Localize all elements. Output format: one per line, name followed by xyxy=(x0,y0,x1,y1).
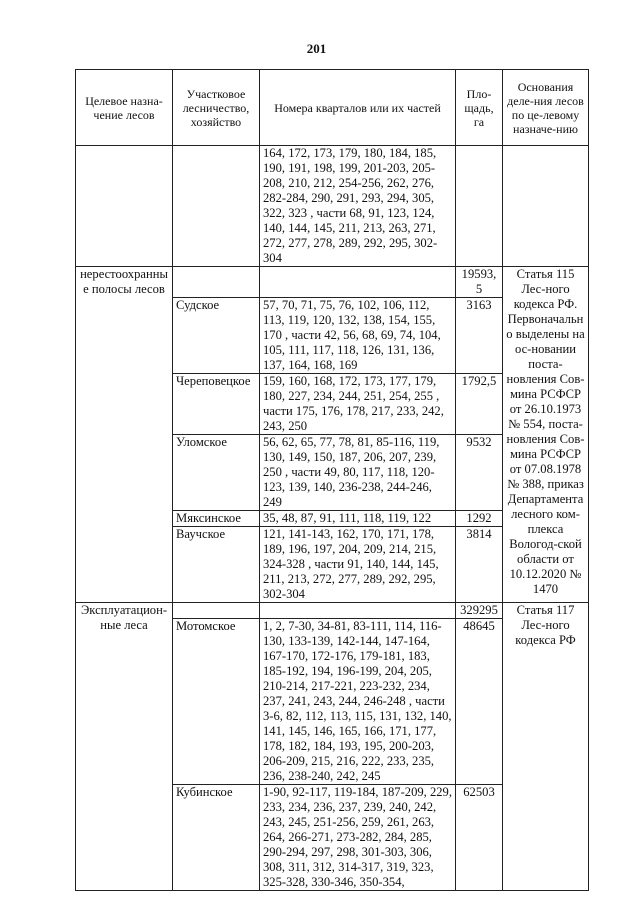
quarters-cell: 159, 160, 168, 172, 173, 177, 179, 180, 227, 234, 244, 251, 254, 255 , части 175, 176, 178, 217, 233, 242, 243, 250 xyxy=(260,374,456,435)
quarters-cell xyxy=(260,267,456,298)
forestry-cell: Судское xyxy=(173,298,260,374)
table-row xyxy=(76,603,589,619)
forestry-cell: Уломское xyxy=(173,435,260,511)
area-cell: 1292 xyxy=(456,511,503,527)
forestry-cell: Мяксинское xyxy=(173,511,260,527)
forestry-cell xyxy=(173,603,260,619)
quarters-cell: 56, 62, 65, 77, 78, 81, 85-116, 119, 130, 149, 150, 187, 206, 207, 239, 250 , части 49, 80, 117, 118, 120-123, 139, 140, 236-238, 244-246, 249 xyxy=(260,435,456,511)
header-basis: Основания деле-ния лесов по це-левому назначе-нию xyxy=(503,70,589,146)
page-number: 201 xyxy=(306,41,327,56)
quarters-cell: 164, 172, 173, 179, 180, 184, 185, 190, 191, 198, 199, 201-203, 205-208, 210, 212, 254-256, 262, 276, 282-284, 290, 291, 293, 294, 305, 322, 323 , части 68, 91, 123, 124, 140, 144, 145, 211, 213, 263, 271, 272, 277, 278, 289, 292, 295, 302-304 xyxy=(260,146,456,267)
area-cell: 3163 xyxy=(456,298,503,374)
basis-cell: Статья 115 Лес-ного кодекса РФ. Первоначально выделены на ос-новании поста-новления Сов-мина РСФСР от 26.10.1973 № 554, поста-новления Сов-мина РСФСР от 07.08.1978 № 388, приказ Департамента лесного ком-плекса Вологод-ской области от 10.12.2020 № 1470 xyxy=(503,267,589,603)
header-purpose: Целевое назна-чение лесов xyxy=(76,70,173,146)
header-quarters: Номера кварталов или их частей xyxy=(260,70,456,146)
basis-cell xyxy=(503,146,589,267)
forestry-cell: Ваучское xyxy=(173,527,260,603)
header-area: Пло-щадь, га xyxy=(456,70,503,146)
forestry-cell: Череповецкое xyxy=(173,374,260,435)
table-row xyxy=(76,267,589,298)
forest-purpose-table xyxy=(75,69,589,891)
area-cell: 329295 xyxy=(456,603,503,619)
area-cell: 3814 xyxy=(456,527,503,603)
quarters-cell: 1-90, 92-117, 119-184, 187-209, 229, 233, 234, 236, 237, 239, 240, 242, 243, 245, 251-256, 259, 261, 263, 264, 266-271, 273-282, 284, 285, 290-294, 297, 298, 301-303, 306, 308, 311, 312, 314-317, 319, 323, 325-328, 330-346, 350-354, xyxy=(260,785,456,891)
forestry-cell: Мотомское xyxy=(173,619,260,785)
purpose-cell: нерестоохранные полосы лесов xyxy=(76,267,173,603)
forestry-cell xyxy=(173,267,260,298)
quarters-cell: 121, 141-143, 162, 170, 171, 178, 189, 196, 197, 204, 209, 214, 215, 324-328 , части 91, 140, 144, 145, 211, 213, 272, 277, 289, 292, 295, 302-304 xyxy=(260,527,456,603)
quarters-cell: 57, 70, 71, 75, 76, 102, 106, 112, 113, 119, 120, 132, 138, 154, 155, 170 , части 42, 56, 68, 69, 74, 104, 105, 111, 117, 118, 126, 131, 136, 137, 164, 168, 169 xyxy=(260,298,456,374)
header-forestry: Участковое лесничество, хозяйство xyxy=(173,70,260,146)
purpose-cell: Эксплуатацион-ные леса xyxy=(76,603,173,891)
table-header-row xyxy=(76,70,589,146)
quarters-cell: 1, 2, 7-30, 34-81, 83-111, 114, 116-130, 133-139, 142-144, 147-164, 167-170, 172-176, 179-181, 183, 185-192, 194, 196-199, 204, 205, 210-214, 217-221, 223-232, 234, 237, 241, 243, 244, 246-248 , части 3-6, 82, 112, 113, 115, 131, 132, 140, 141, 145, 146, 165, 166, 171, 177, 178, 182, 184, 193, 195, 200-203, 206-209, 215, 216, 222, 233, 235, 236, 238-240, 242, 245 xyxy=(260,619,456,785)
purpose-cell xyxy=(76,146,173,267)
quarters-cell: 35, 48, 87, 91, 111, 118, 119, 122 xyxy=(260,511,456,527)
area-cell xyxy=(456,146,503,267)
table-row xyxy=(76,146,589,267)
area-cell: 48645 xyxy=(456,619,503,785)
area-cell: 9532 xyxy=(456,435,503,511)
area-cell: 62503 xyxy=(456,785,503,891)
forestry-cell xyxy=(173,146,260,267)
area-cell: 19593,5 xyxy=(456,267,503,298)
basis-cell: Статья 117 Лес-ного кодекса РФ xyxy=(503,603,589,891)
quarters-cell xyxy=(260,603,456,619)
forestry-cell: Кубинское xyxy=(173,785,260,891)
area-cell: 1792,5 xyxy=(456,374,503,435)
